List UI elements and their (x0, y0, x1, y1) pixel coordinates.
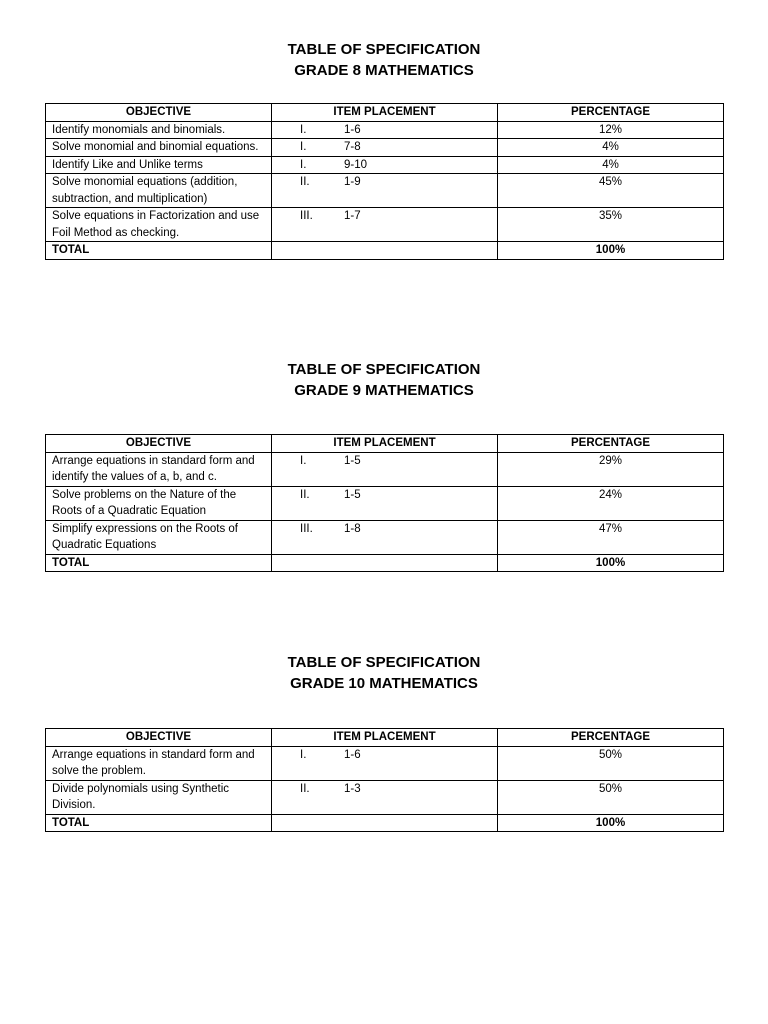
item-placement-cell (272, 520, 498, 554)
table-row (46, 156, 724, 174)
item-placement-cell (272, 746, 498, 780)
grade-8-title-line2: GRADE 8 MATHEMATICS (294, 62, 474, 79)
item-range: 1-7 (344, 210, 361, 222)
table-row (46, 139, 724, 157)
item-placement-cell (272, 486, 498, 520)
item-placement-cell (272, 139, 498, 157)
total-label: TOTAL (46, 242, 272, 260)
percentage-cell: 50% (498, 780, 724, 814)
item-placement-header: ITEM PLACEMENT (272, 435, 498, 453)
percentage-header: PERCENTAGE (498, 435, 724, 453)
grade-9-title-line2: GRADE 9 MATHEMATICS (294, 382, 474, 399)
part-number: I. (300, 158, 307, 171)
percentage-cell: 29% (498, 452, 724, 486)
objective-header: OBJECTIVE (46, 104, 272, 122)
total-empty-cell (272, 554, 498, 572)
total-row (46, 554, 724, 572)
item-placement-cell (272, 121, 498, 139)
item-range: 1-5 (344, 454, 361, 467)
item-range: 1-9 (344, 176, 361, 188)
total-empty-cell (272, 242, 498, 260)
part-number: II. (300, 488, 310, 501)
objective-cell: Arrange equations in standard form and solve the problem. (46, 746, 272, 780)
total-row (46, 242, 724, 260)
part-number: I. (300, 454, 307, 467)
table-header-row (46, 729, 724, 747)
item-range: 1-5 (344, 488, 361, 501)
item-range: 7-8 (344, 141, 361, 153)
percentage-cell: 50% (498, 746, 724, 780)
grade-10-title-line2: GRADE 10 MATHEMATICS (290, 675, 478, 692)
part-number: I. (300, 748, 307, 761)
item-range: 1-3 (344, 782, 361, 795)
grade-8-title-line1: TABLE OF SPECIFICATION (287, 41, 481, 58)
item-placement-cell (272, 174, 498, 208)
total-label: TOTAL (46, 554, 272, 572)
total-empty-cell (272, 814, 498, 832)
part-number: I. (300, 141, 307, 153)
percentage-cell: 12% (498, 121, 724, 139)
item-placement-cell (272, 780, 498, 814)
objective-cell: Solve monomial and binomial equations. (46, 139, 272, 157)
objective-cell: Simplify expressions on the Roots of Quadratic Equations (46, 520, 272, 554)
grade-8-section (45, 39, 723, 260)
table-row (46, 520, 724, 554)
total-label: TOTAL (46, 814, 272, 832)
part-number: I. (300, 123, 307, 136)
grade-9-title-line1: TABLE OF SPECIFICATION (287, 361, 481, 378)
table-header-row (46, 435, 724, 453)
objective-cell: Arrange equations in standard form and identify the values of a, b, and c. (46, 452, 272, 486)
grade-10-table (45, 728, 724, 832)
item-placement-cell (272, 156, 498, 174)
grade-10-title-line1: TABLE OF SPECIFICATION (287, 654, 481, 671)
table-row (46, 121, 724, 139)
item-placement-cell (272, 452, 498, 486)
grade-9-table (45, 434, 724, 572)
total-value: 100% (498, 814, 724, 832)
total-row (46, 814, 724, 832)
part-number: II. (300, 782, 310, 795)
item-placement-cell (272, 208, 498, 242)
objective-header: OBJECTIVE (46, 729, 272, 747)
percentage-cell: 45% (498, 174, 724, 208)
percentage-header: PERCENTAGE (498, 729, 724, 747)
objective-cell: Divide polynomials using Synthetic Division. (46, 780, 272, 814)
grade-9-section (45, 359, 723, 572)
table-row (46, 208, 724, 242)
objective-cell: Solve equations in Factorization and use Foil Method as checking. (46, 208, 272, 242)
grade-8-table (45, 103, 724, 260)
grade-10-section (45, 652, 723, 832)
percentage-cell: 4% (498, 156, 724, 174)
table-row (46, 174, 724, 208)
percentage-cell: 35% (498, 208, 724, 242)
part-number: III. (300, 210, 313, 222)
table-row (46, 486, 724, 520)
part-number: III. (300, 522, 313, 535)
objective-cell: Solve problems on the Nature of the Roots of a Quadratic Equation (46, 486, 272, 520)
percentage-header: PERCENTAGE (498, 104, 724, 122)
objective-cell: Identify monomials and binomials. (46, 121, 272, 139)
objective-cell: Identify Like and Unlike terms (46, 156, 272, 174)
table-row (46, 780, 724, 814)
objective-cell: Solve monomial equations (addition, subtraction, and multiplication) (46, 174, 272, 208)
item-range: 1-8 (344, 522, 361, 535)
objective-header: OBJECTIVE (46, 435, 272, 453)
total-value: 100% (498, 554, 724, 572)
item-range: 1-6 (344, 123, 361, 136)
item-placement-header: ITEM PLACEMENT (272, 104, 498, 122)
item-range: 1-6 (344, 748, 361, 761)
table-row (46, 746, 724, 780)
table-header-row (46, 104, 724, 122)
table-row (46, 452, 724, 486)
percentage-cell: 4% (498, 139, 724, 157)
item-placement-header: ITEM PLACEMENT (272, 729, 498, 747)
item-range: 9-10 (344, 158, 368, 171)
total-value: 100% (498, 242, 724, 260)
percentage-cell: 47% (498, 520, 724, 554)
part-number: II. (300, 176, 310, 188)
percentage-cell: 24% (498, 486, 724, 520)
